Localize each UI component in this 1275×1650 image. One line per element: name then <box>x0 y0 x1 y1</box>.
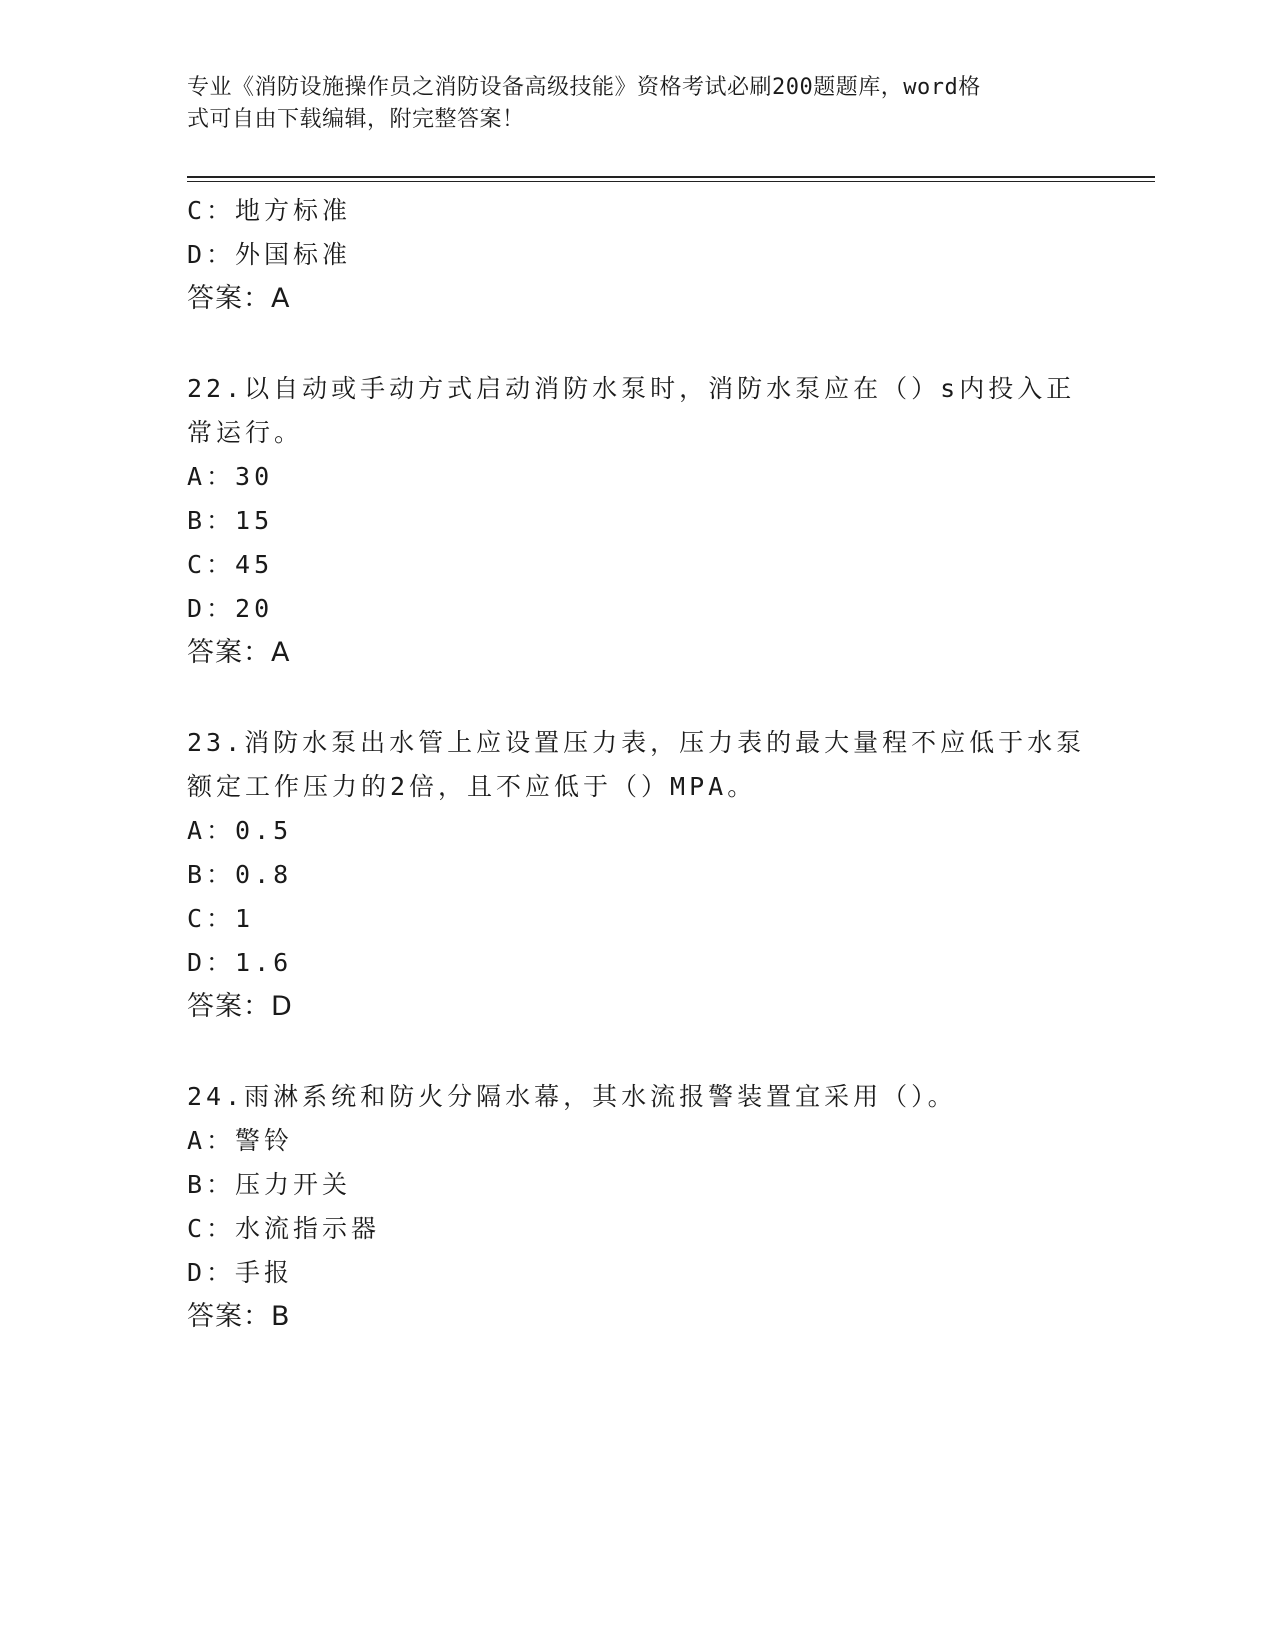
q24-option-d: D：手报 <box>187 1258 294 1287</box>
q24-option-a: A：警铃 <box>187 1126 294 1155</box>
q22-option-d: D：20 <box>187 594 274 623</box>
q23-option-b: B：0.8 <box>187 860 293 889</box>
q21-option-c: C：地方标准 <box>187 196 352 225</box>
header-line-1: 专业《消防设施操作员之消防设备高级技能》资格考试必刷200题题库，word格 <box>187 75 981 100</box>
q22-option-c: C：45 <box>187 550 274 579</box>
document-header <box>187 72 1067 136</box>
q23-option-d: D：1.6 <box>187 948 293 977</box>
q24-option-c: C：水流指示器 <box>187 1214 381 1243</box>
q21-option-d: D：外国标准 <box>187 240 352 269</box>
q23-option-c: C：1 <box>187 904 255 933</box>
q24-answer: 答案：B <box>187 1301 291 1332</box>
q24-stem-line-1: 24.雨淋系统和防火分隔水幕，其水流报警装置宜采用（）。 <box>187 1082 957 1111</box>
q23-stem-line-1: 23.消防水泵出水管上应设置压力表，压力表的最大量程不应低于水泵 <box>187 728 1086 757</box>
q22-option-a: A：30 <box>187 462 274 491</box>
q22-stem-line-2: 常运行。 <box>187 418 304 447</box>
q23-option-a: A：0.5 <box>187 816 293 845</box>
q24-option-b: B：压力开关 <box>187 1170 352 1199</box>
q21-answer: 答案：A <box>187 283 291 314</box>
q22-option-b: B：15 <box>187 506 274 535</box>
header-divider-thick <box>187 176 1155 178</box>
q23-stem-line-2: 额定工作压力的2倍，且不应低于（）MPA。 <box>187 772 757 801</box>
q23-answer: 答案：D <box>187 991 293 1022</box>
header-divider-thin <box>187 181 1155 182</box>
header-line-2: 式可自由下载编辑，附完整答案！ <box>187 107 525 132</box>
q22-stem-line-1: 22.以自动或手动方式启动消防水泵时，消防水泵应在（）s内投入正 <box>187 374 1076 403</box>
q22-answer: 答案：A <box>187 637 291 668</box>
